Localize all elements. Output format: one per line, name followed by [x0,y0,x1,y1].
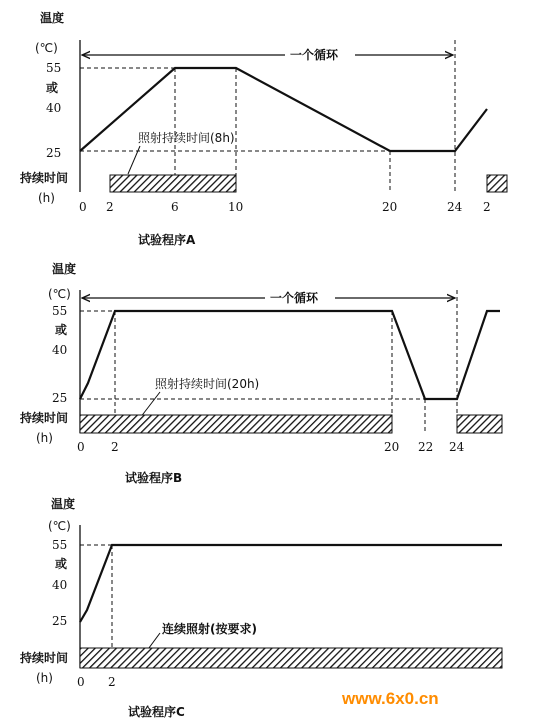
y-tick-25: 25 [52,614,68,628]
x-tick-20: 20 [382,200,398,214]
x-tick-24: 24 [447,200,463,214]
x-tick-10: 10 [228,200,244,214]
irradiation-bar [110,175,236,192]
duration-label: 持续时间 [20,171,69,185]
y-tick-55: 55 [52,538,68,552]
irradiation-bar [80,648,502,668]
irradiation-bar-next [457,415,502,433]
y-tick-55: 55 [46,61,62,75]
irradiation-bar [80,415,392,433]
duration-label: 持续时间 [20,651,69,665]
diagram-a [19,10,507,247]
x-tick-2: 2 [106,200,114,214]
diagram-c [19,496,502,719]
caption: 试验程序C [128,705,185,719]
y-axis-unit: (℃) [48,287,71,301]
duration-unit: (h) [38,191,55,205]
irradiation-label: 连续照射(按要求) [162,622,257,636]
x-tick-2-next: 2 [483,200,491,214]
x-tick-6: 6 [171,200,179,214]
y-tick-25: 25 [46,146,62,160]
y-axis-unit: (℃) [35,41,58,55]
irradiation-leader [140,392,160,418]
y-tick-or: 或 [55,557,68,571]
caption: 试验程序B [125,471,183,485]
y-tick-or: 或 [55,323,68,337]
x-tick-22: 22 [418,440,434,454]
x-tick-24: 24 [449,440,465,454]
watermark: www.6x0.cn [342,689,439,708]
irradiation-label: 照射持续时间(20h) [155,377,260,391]
y-tick-40: 40 [52,343,68,357]
x-tick-0: 0 [79,200,87,214]
cycle-label: 一个循环 [290,48,339,62]
x-tick-0: 0 [77,440,85,454]
irradiation-bar-next [487,175,507,192]
x-tick-2: 2 [108,675,116,689]
x-tick-2: 2 [111,440,119,454]
cycle-label: 一个循环 [270,291,319,305]
y-axis-unit: (℃) [48,519,71,533]
caption: 试验程序A [138,233,196,247]
y-axis-title: 温度 [52,262,77,276]
diagram-b [19,261,502,485]
y-axis-title: 温度 [51,497,76,511]
y-tick-40: 40 [52,578,68,592]
y-axis-title: 温度 [40,11,65,25]
duration-unit: (h) [36,431,53,445]
duration-label: 持续时间 [20,411,69,425]
temperature-profile [80,545,502,622]
x-tick-20: 20 [384,440,400,454]
temperature-profile [80,311,500,399]
duration-unit: (h) [36,671,53,685]
y-tick-40: 40 [46,101,62,115]
y-tick-55: 55 [52,304,68,318]
y-tick-25: 25 [52,391,68,405]
irradiation-leader [128,146,140,174]
irradiation-label: 照射持续时间(8h) [138,131,235,145]
y-tick-or: 或 [46,81,59,95]
x-tick-0: 0 [77,675,85,689]
